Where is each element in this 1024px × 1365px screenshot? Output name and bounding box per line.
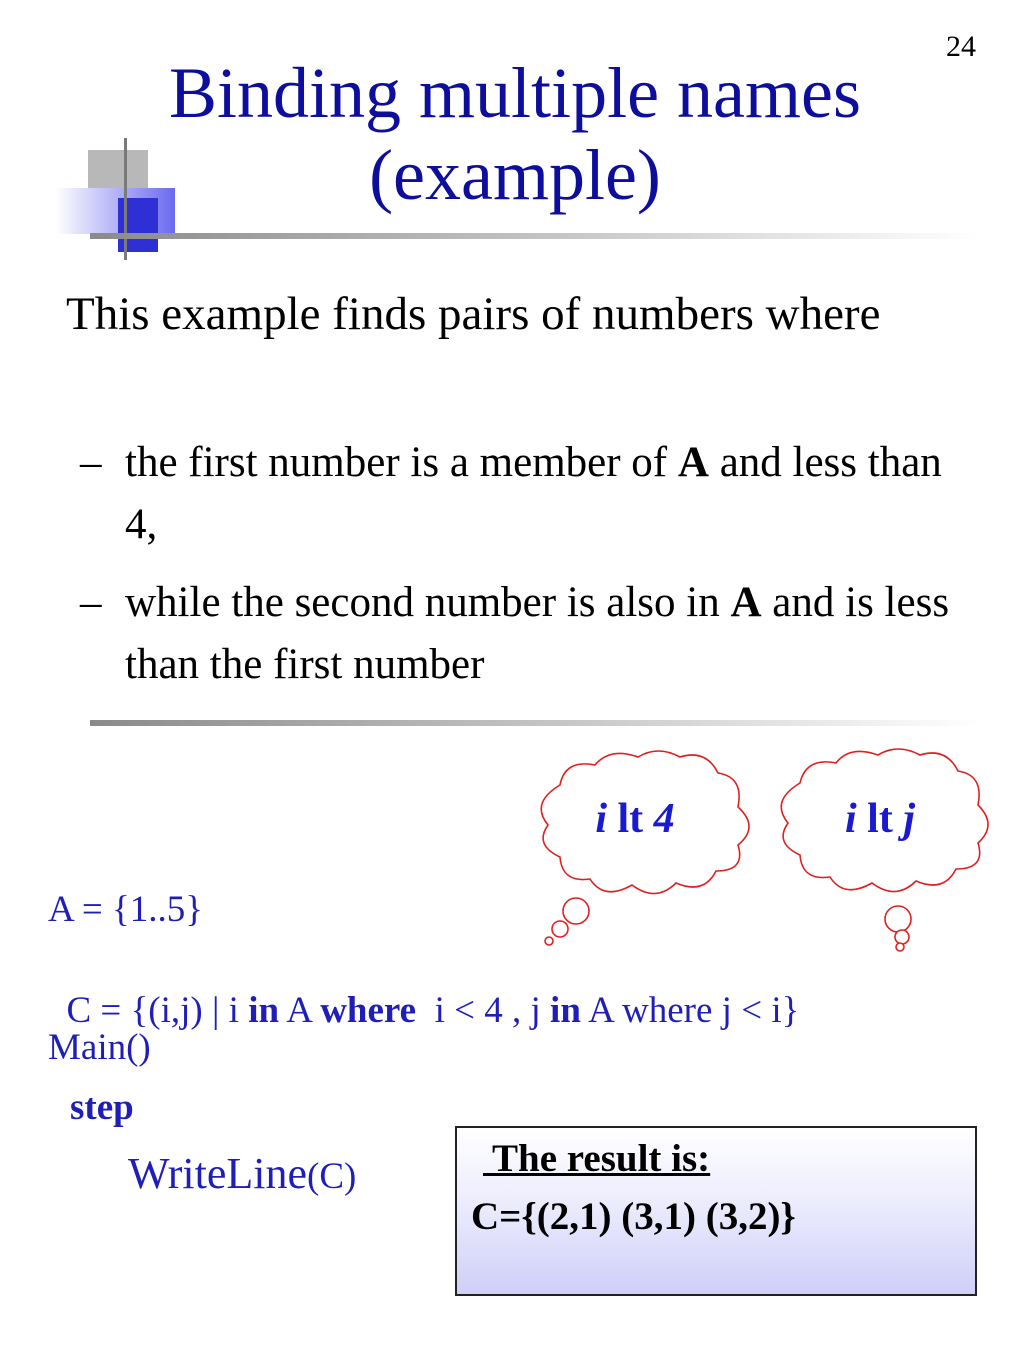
bullet-text — [80, 572, 970, 696]
code-text: i < 4 , j — [416, 990, 551, 1031]
code-writeline-arg: (C) — [307, 1156, 357, 1197]
code-main: Main() — [48, 1027, 151, 1068]
code-keyword-where: where — [320, 990, 417, 1031]
code-text: A where j < i} — [580, 990, 800, 1031]
slide-title — [60, 52, 970, 216]
result-value: C={(2,1) (3,1) (3,2)} — [471, 1195, 796, 1238]
thought-clouds — [520, 745, 1000, 955]
code-writeline-func: WriteLine — [128, 1149, 308, 1198]
bullet-dash: – — [80, 439, 102, 486]
code-keyword-step: step — [70, 1087, 134, 1128]
bullet-item — [80, 432, 970, 556]
cloud-rhs: j — [903, 796, 915, 842]
title-underline-rule — [90, 233, 980, 239]
cloud-var: i — [595, 796, 607, 842]
result-title: The result is: — [483, 1137, 711, 1180]
cloud-rhs: 4 — [653, 796, 675, 842]
bullet-dash: – — [80, 579, 102, 626]
cloud-label-i-lt-j — [810, 795, 950, 843]
cloud-op: lt — [607, 796, 654, 842]
bullet-text-part: and less than 4, — [125, 439, 942, 548]
bullet-bold-set-name: A — [730, 579, 762, 626]
code-step-keyword — [70, 1086, 134, 1129]
code-keyword-in: in — [248, 990, 280, 1031]
slide-number: 24 — [946, 30, 976, 63]
code-line-set-c — [48, 946, 799, 1032]
title-line-2: (example) — [369, 135, 661, 215]
code-keyword-in: in — [550, 990, 581, 1031]
code-line-set-a: A = {1..5} — [48, 889, 204, 930]
cloud-op: lt — [856, 796, 904, 842]
code-text: C = {(i,j) | i — [66, 990, 249, 1031]
code-writeline — [128, 1148, 356, 1199]
section-divider-rule — [90, 720, 980, 726]
intro-paragraph: This example finds pairs of numbers where — [66, 288, 881, 340]
cloud-var: i — [845, 796, 857, 842]
bullet-text — [80, 432, 970, 556]
title-line-1: Binding multiple names — [169, 53, 861, 133]
result-box — [455, 1126, 977, 1296]
thought-cloud-left — [541, 751, 749, 945]
thought-cloud-right — [781, 749, 988, 951]
bullet-text-part: while the second number is also in — [125, 579, 731, 626]
cloud-label-i-lt-4 — [560, 795, 710, 843]
bullet-item — [80, 572, 970, 696]
bullet-text-part: and is less than the first number — [125, 579, 950, 688]
bullet-bold-set-name: A — [677, 439, 709, 486]
bullet-text-part: the first number is a member of — [125, 439, 678, 486]
code-text: A — [279, 990, 321, 1031]
